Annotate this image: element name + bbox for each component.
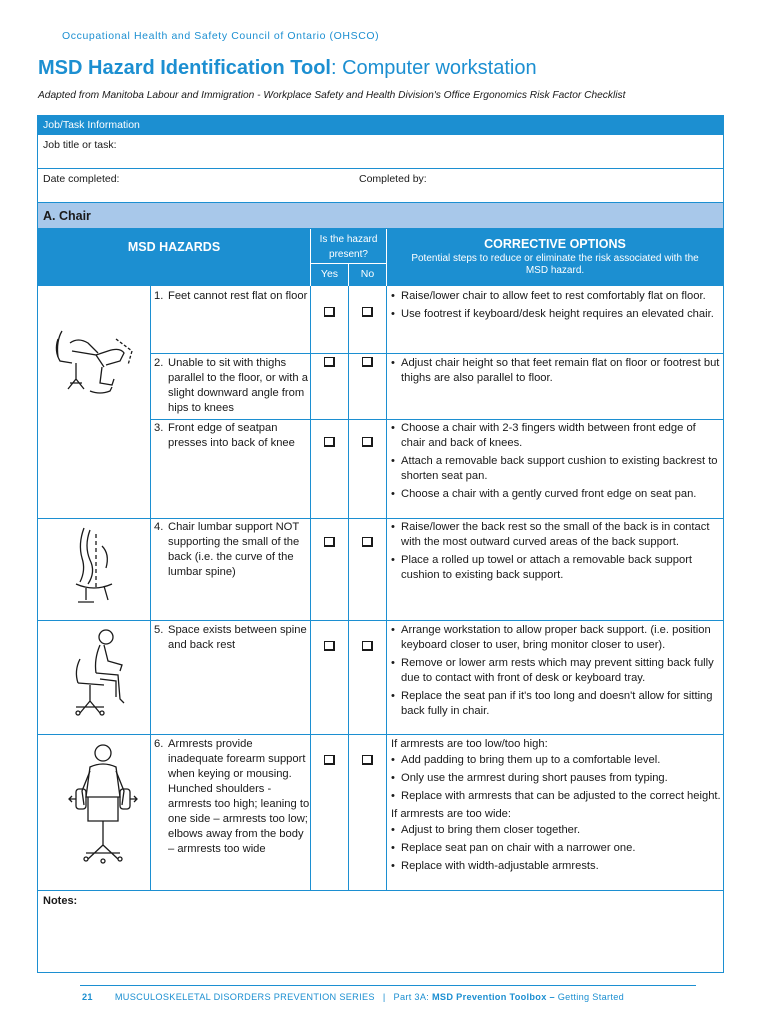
no-checkbox[interactable] <box>362 755 373 765</box>
completed-by-label: Completed by: <box>359 173 427 185</box>
corrective-options <box>391 737 721 877</box>
header-msd-hazards: MSD HAZARDS <box>38 229 310 286</box>
section-title: A. Chair <box>38 202 723 229</box>
corrective-subtitle: Potential steps to reduce or eliminate the risk associated with the MSD hazard. <box>411 253 699 276</box>
header-no: No <box>349 264 386 286</box>
hazard-number: 5. <box>154 624 164 636</box>
yes-checkbox[interactable] <box>324 537 335 547</box>
header-corrective-options <box>387 229 723 286</box>
yes-checkbox[interactable] <box>324 641 335 651</box>
divider <box>386 229 387 286</box>
hazard-text: Unable to sit with thighs parallel to the floor, or with a slight downward angle from hips to knees <box>168 357 308 414</box>
corrective-options <box>391 289 721 325</box>
job-info-heading: Job/Task Information <box>38 116 723 135</box>
no-checkbox[interactable] <box>362 437 373 447</box>
divider <box>38 734 723 735</box>
divider <box>150 286 151 891</box>
title-rest: : Computer workstation <box>330 57 537 79</box>
hazard-number: 3. <box>154 422 164 434</box>
divider <box>38 620 723 621</box>
hazard-text: Chair lumbar support NOT supporting the small of the back (i.e. the curve of the lumbar spine) <box>168 521 300 578</box>
footer-getting-started: Getting Started <box>554 992 625 1002</box>
corrective-option: • Use footrest if keyboard/desk height requires an elevated chair. <box>391 307 721 322</box>
yes-checkbox[interactable] <box>324 437 335 447</box>
no-checkbox[interactable] <box>362 357 373 367</box>
divider <box>38 518 723 519</box>
hazard-text: Feet cannot rest flat on floor <box>168 290 308 302</box>
corrective-option: • Raise/lower chair to allow feet to rest comfortably flat on floor. <box>391 289 721 304</box>
header-hazard-present: Is the hazard present? <box>311 229 386 264</box>
armrest-illustration <box>68 741 138 871</box>
lumbar-support-illustration <box>66 524 126 606</box>
page-title <box>38 57 537 80</box>
divider <box>38 168 723 169</box>
hazard-item <box>154 421 310 451</box>
hazard-number: 6. <box>154 738 164 750</box>
organization-name: Occupational Health and Safety Council of Ontario (OHSCO) <box>62 30 380 42</box>
divider <box>150 419 723 420</box>
corrective-option: • Replace with width-adjustable armrests. <box>391 859 721 874</box>
divider <box>386 286 387 891</box>
corrective-option: • Adjust to bring them closer together. <box>391 823 721 838</box>
corrective-option: • Attach a removable back support cushion to existing backrest to shorten seat pan. <box>391 454 721 484</box>
corrective-option: • Remove or lower arm rests which may prevent sitting back fully due to contact with front of desk or keyboard tray. <box>391 656 721 686</box>
footer-series: MUSCULOSKELETAL DISORDERS PREVENTION SERIES <box>114 992 375 1002</box>
corrective-option: • Arrange workstation to allow proper back support. (i.e. position keyboard closer to user, bring monitor closer to user). <box>391 623 721 653</box>
page-number: 21 <box>82 992 93 1002</box>
corrective-options <box>391 520 721 586</box>
footer-toolbox: MSD Prevention Toolbox – <box>431 992 555 1002</box>
footer-divider <box>80 985 696 986</box>
corrective-intro: If armrests are too low/too high: <box>391 738 548 750</box>
date-completed-label: Date completed: <box>43 173 120 185</box>
corrective-title: CORRECTIVE OPTIONS <box>484 237 626 251</box>
corrective-option: • Replace the seat pan if it's too long and doesn't allow for sitting back fully in chair. <box>391 689 721 719</box>
footer-part: Part 3A: <box>393 992 432 1002</box>
feet-footrest-illustration <box>50 321 140 401</box>
page-subtitle: Adapted from Manitoba Labour and Immigration - Workplace Safety and Health Division's Office Ergonomics Risk Factor Checklist <box>38 90 626 101</box>
footer-separator: | <box>382 992 386 1002</box>
corrective-option: • Raise/lower the back rest so the small of the back is in contact with the most outward curved areas of the back support. <box>391 520 721 550</box>
yes-checkbox[interactable] <box>324 357 335 367</box>
corrective-option: • Choose a chair with a gently curved front edge on seat pan. <box>391 487 721 502</box>
hazard-item <box>154 737 310 857</box>
hazard-text: Space exists between spine and back rest <box>168 624 307 651</box>
hazard-number: 2. <box>154 357 164 369</box>
yes-checkbox[interactable] <box>324 307 335 317</box>
divider <box>348 286 349 891</box>
hazard-number: 4. <box>154 521 164 533</box>
seated-posture-illustration <box>60 623 140 723</box>
corrective-option: • Choose a chair with 2-3 fingers width between front edge of chair and back of knees. <box>391 421 721 451</box>
corrective-option: • Adjust chair height so that feet remain flat on floor or footrest but thighs are also parallel to floor. <box>391 356 721 386</box>
hazard-item <box>154 289 310 304</box>
corrective-options <box>391 421 721 505</box>
hazard-item <box>154 356 310 416</box>
hazard-text: Armrests provide inadequate forearm support when keying or mousing. Hunched shoulders - armrests too high; leaning to one side – armrests too low; elbows away from the body – armrests too wide <box>168 738 310 855</box>
divider <box>38 890 723 891</box>
corrective-options <box>391 623 721 722</box>
corrective-option: • Place a rolled up towel or attach a removable back support cushion to existing back support. <box>391 553 721 583</box>
corrective-options <box>391 356 721 389</box>
checklist-form <box>37 115 724 973</box>
page-footer <box>82 992 624 1002</box>
hazard-item <box>154 623 310 653</box>
corrective-option: • Replace with armrests that can be adjusted to the correct height. <box>391 789 721 804</box>
divider <box>310 286 311 891</box>
title-bold: MSD Hazard Identification Tool <box>38 57 331 79</box>
divider <box>150 353 723 354</box>
yes-checkbox[interactable] <box>324 755 335 765</box>
hazard-item <box>154 520 310 580</box>
notes-label: Notes: <box>43 895 78 907</box>
corrective-option: • Replace seat pan on chair with a narrower one. <box>391 841 721 856</box>
divider <box>348 264 349 286</box>
header-yes: Yes <box>311 264 348 286</box>
divider <box>310 229 311 286</box>
corrective-intro: If armrests are too wide: <box>391 808 511 820</box>
no-checkbox[interactable] <box>362 307 373 317</box>
hazard-text: Front edge of seatpan presses into back of knee <box>168 422 295 449</box>
hazard-number: 1. <box>154 290 164 302</box>
job-title-label: Job title or task: <box>43 139 117 151</box>
corrective-option: • Add padding to bring them up to a comfortable level. <box>391 753 721 768</box>
no-checkbox[interactable] <box>362 537 373 547</box>
corrective-option: • Only use the armrest during short pauses from typing. <box>391 771 721 786</box>
no-checkbox[interactable] <box>362 641 373 651</box>
